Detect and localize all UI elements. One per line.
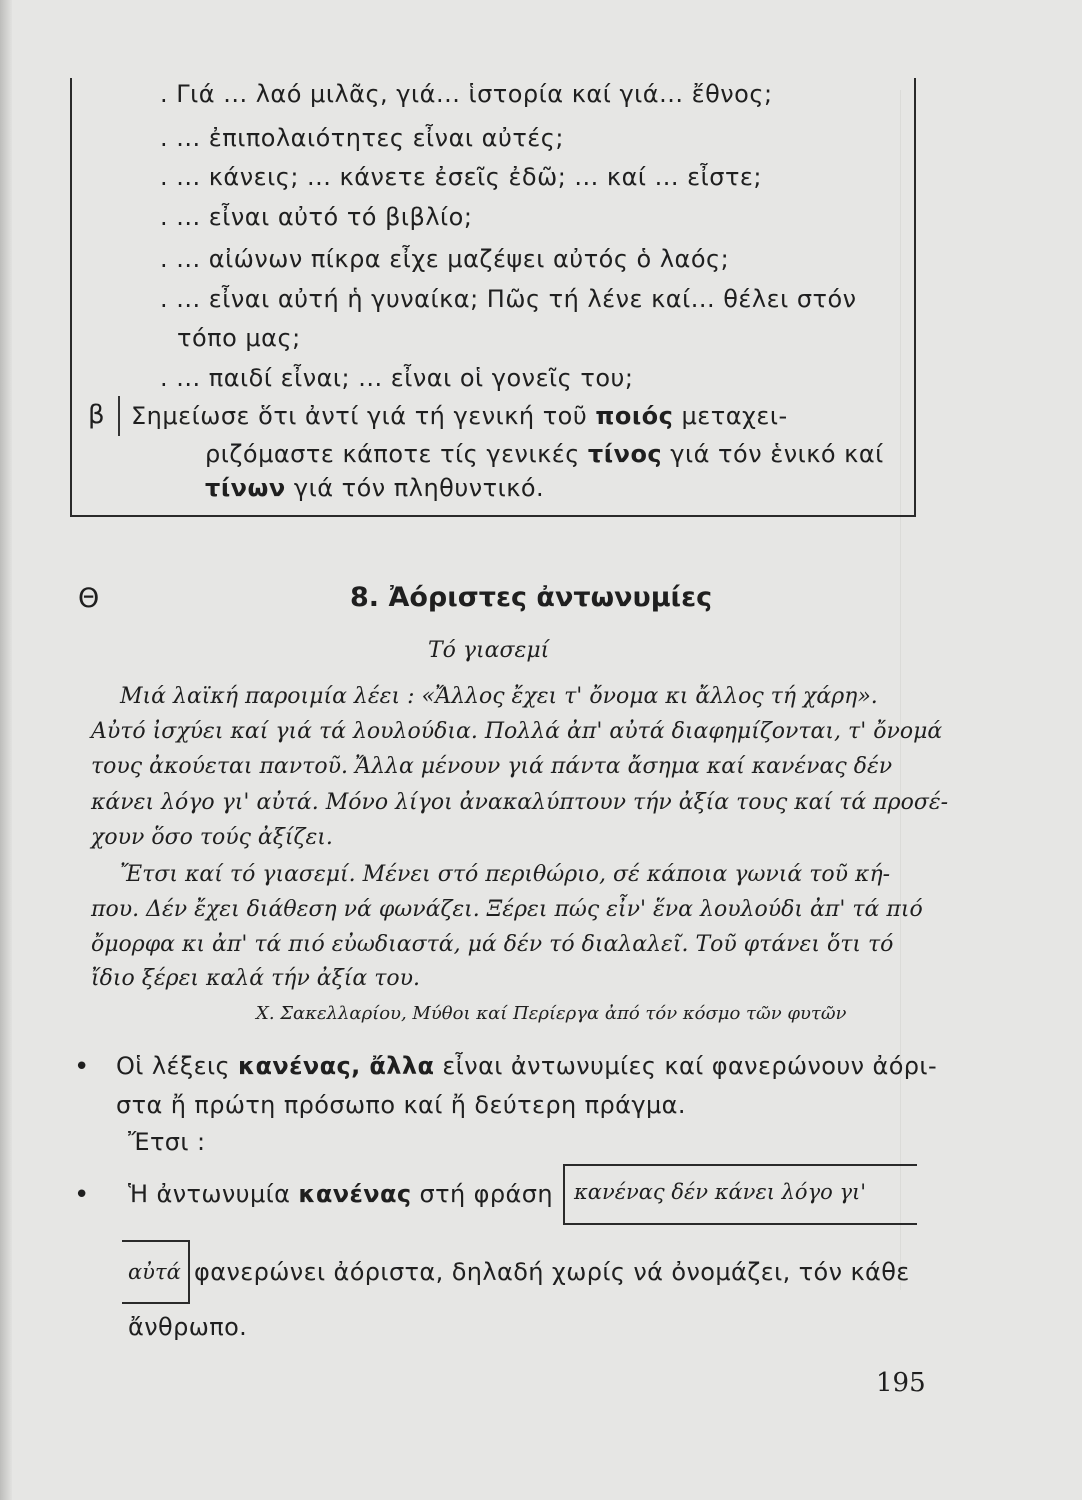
exercise-line: . ... παιδί εἶναι; ... εἶναι οἱ γονεῖς του; bbox=[160, 364, 634, 392]
story-line: Αὐτό ἰσχύει καί γιά τά λουλούδια. Πολλά ἀπ' αὐτά διαφημίζονται, τ' ὄνομά bbox=[91, 719, 943, 744]
example-word: αὐτά bbox=[128, 1260, 181, 1284]
exercise-line: . Γιά ... λαό μιλᾶς, γιά... ἱστορία καί γιά... ἔθνος; bbox=[160, 80, 773, 108]
show-through-shadow bbox=[900, 90, 1061, 1290]
exercise-line: . ... κάνεις; ... κάνετε ἐσεῖς ἐδῶ; ... καί ... εἶστε; bbox=[160, 163, 762, 191]
note-paragraph-1-line-2: στα ἤ πρώτη πρόσωπο καί ἤ δεύτερη πράγμα. bbox=[116, 1091, 686, 1119]
story-line: κάνει λόγο γι' αὐτά. Μόνο λίγοι ἀνακαλύπτουν τήν ἀξία τους καί τά προσέ- bbox=[91, 790, 949, 815]
exercise-part-label: β bbox=[88, 400, 105, 430]
exercise-line: . ... εἶναι αὐτή ἡ γυναίκα; Πῶς τή λένε καί... θέλει στόν bbox=[160, 285, 857, 313]
note-etsi: Ἔτσι : bbox=[128, 1128, 206, 1156]
exercise-b-line-2: ριζόμαστε κάποτε τίς γενικές τίνος γιά τόν ἑνικό καί bbox=[205, 440, 884, 468]
story-title: Τό γιασεμί bbox=[428, 638, 550, 663]
story-line: τους ἀκούεται παντοῦ. Ἄλλα μένουν γιά πάντα ἄσημα καί κανένας δέν bbox=[91, 754, 893, 779]
bullet-point: • bbox=[74, 1052, 90, 1082]
note-paragraph-2-line-1: Ἡ ἀντωνυμία κανένας στή φράση bbox=[128, 1180, 553, 1208]
bullet-point: • bbox=[74, 1180, 90, 1210]
exercise-line: . ... αἰώνων πίκρα εἶχε μαζέψει αὐτός ὁ λαός; bbox=[160, 245, 730, 273]
story-line: ὄμορφα κι ἀπ' τά πιό εὐωδιαστά, μά δέν τό διαλαλεῖ. Τοῦ φτάνει ὅτι τό bbox=[91, 932, 894, 957]
exercise-line: . ... εἶναι αὐτό τό βιβλίο; bbox=[160, 203, 473, 231]
exercise-b-line-3: τίνων γιά τόν πληθυντικό. bbox=[205, 474, 545, 502]
story-line: ἴδιο ξέρει καλά τήν ἀξία του. bbox=[91, 966, 421, 991]
section-symbol: Θ bbox=[78, 583, 100, 614]
story-source: Χ. Σακελλαρίου, Μύθοι καί Περίεργα ἀπό τόν κόσμο τῶν φυτῶν bbox=[256, 1003, 847, 1024]
example-phrase: κανένας δέν κάνει λόγο γι' bbox=[574, 1180, 867, 1204]
exercise-part-divider bbox=[118, 396, 120, 436]
story-line: Ἔτσι καί τό γιασεμί. Μένει στό περιθώριο, σέ κάποια γωνιά τοῦ κή- bbox=[120, 862, 891, 887]
exercise-line: τόπο μας; bbox=[177, 324, 301, 352]
exercise-b-line-1: Σημείωσε ὅτι ἀντί γιά τή γενική τοῦ ποιός μεταχει- bbox=[131, 402, 788, 430]
story-line: Μιά λαϊκή παροιμία λέει : «Ἄλλος ἔχει τ' ὄνομα κι ἄλλος τή χάρη». bbox=[120, 684, 878, 709]
exercise-line: . ... ἐπιπολαιότητες εἶναι αὐτές; bbox=[160, 124, 564, 152]
note-paragraph-2-line-2: φανερώνει ἀόριστα, δηλαδή χωρίς νά ὀνομάζει, τόν κάθε bbox=[194, 1258, 910, 1286]
story-line: που. Δέν ἔχει διάθεση νά φωνάζει. Ξέρει πώς εἶν' ἕνα λουλούδι ἀπ' τά πιό bbox=[91, 897, 923, 922]
section-title: 8. Ἀόριστες ἀντωνυμίες bbox=[350, 582, 713, 613]
story-line: χουν ὅσο τούς ἀξίζει. bbox=[91, 825, 333, 850]
note-paragraph-2-line-3: ἄνθρωπο. bbox=[128, 1313, 248, 1341]
note-paragraph-1-line-1: Οἱ λέξεις κανένας, ἄλλα εἶναι ἀντωνυμίες καί φανερώνουν ἀόρι- bbox=[116, 1052, 938, 1080]
page-number: 195 bbox=[876, 1368, 926, 1398]
page-binding-edge bbox=[0, 0, 12, 1500]
